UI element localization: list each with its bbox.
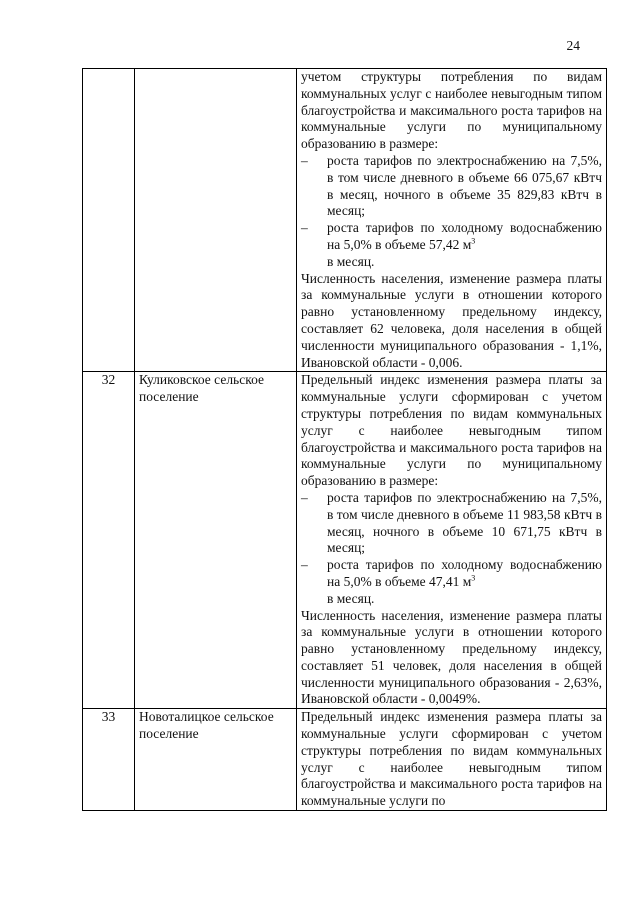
water-tariff-text: роста тарифов по холодному водоснабжению на 5,0% в объеме 47,41 м <box>327 557 602 589</box>
electricity-tariff-text: роста тарифов по электроснабжению на 7,5%, в том числе дневного в объеме 66 075,67 кВтч в месяц, ночного в объеме 35 829,83 кВтч в месяц; <box>327 152 602 219</box>
bullet-marker: – <box>301 152 308 168</box>
population-text: Численность населения, изменение размера платы за коммунальные услуги в отношении которого равно установленному предельному индексу, составляет 51 человек, доля населения в общей численности муниципального образования - 2,63%, Ивановской области - 0,0049%. <box>301 607 602 707</box>
municipality-name: Новоталицкое сельское поселение <box>135 709 297 811</box>
tariff-list <box>301 490 602 608</box>
list-item <box>301 490 602 557</box>
cubic-superscript: 3 <box>471 236 476 246</box>
population-text: Численность населения, изменение размера платы за коммунальные услуги в отношении которого равно установленному предельному индексу, составляет 62 человека, доля населения в общей численности муниципального образования - 1,1%, Ивановской области - 0,006. <box>301 270 602 370</box>
bullet-marker: – <box>301 557 308 573</box>
list-item <box>301 153 602 220</box>
water-tariff-tail: в месяц. <box>327 590 375 606</box>
table-row <box>83 69 607 372</box>
bullet-marker: – <box>301 220 308 236</box>
intro-text: учетом структуры потребления по видам коммунальных услуг с наиболее невыгодным типом благоустройства и максимального роста тарифов на коммунальные услуги по муниципальному образованию в размере: <box>301 69 602 152</box>
description-cell <box>297 709 607 811</box>
description-cell <box>297 69 607 372</box>
description-cell <box>297 372 607 709</box>
water-tariff-text: роста тарифов по холодному водоснабжению на 5,0% в объеме 57,42 м <box>327 220 602 252</box>
water-tariff-tail: в месяц. <box>327 253 375 269</box>
list-item <box>301 557 602 607</box>
page-number: 24 <box>566 38 580 53</box>
table-row <box>83 709 607 811</box>
electricity-tariff-text: роста тарифов по электроснабжению на 7,5%, в том числе дневного в объеме 11 983,58 кВтч в месяц, ночного в объеме 10 671,75 кВтч в месяц; <box>327 489 602 556</box>
intro-text: Предельный индекс изменения размера платы за коммунальные услуги сформирован с учетом структуры потребления по видам коммунальных услуг с наиболее невыгодным типом благоустройства и максимального роста тарифов на коммунальные услуги по муниципальному образованию в размере: <box>301 372 602 489</box>
row-number: 33 <box>83 709 135 811</box>
row-number <box>83 69 135 372</box>
intro-text: Предельный индекс изменения размера платы за коммунальные услуги сформирован с учетом структуры потребления по видам коммунальных услуг с наиболее невыгодным типом благоустройства и максимального роста тарифов на коммунальные услуги по <box>301 709 602 809</box>
list-item <box>301 220 602 270</box>
tariff-list <box>301 153 602 271</box>
bullet-marker: – <box>301 489 308 505</box>
municipality-table <box>82 68 607 811</box>
municipality-name: Куликовское сельское поселение <box>135 372 297 709</box>
row-number: 32 <box>83 372 135 709</box>
cubic-superscript: 3 <box>471 573 476 583</box>
municipality-name <box>135 69 297 372</box>
table-row <box>83 372 607 709</box>
